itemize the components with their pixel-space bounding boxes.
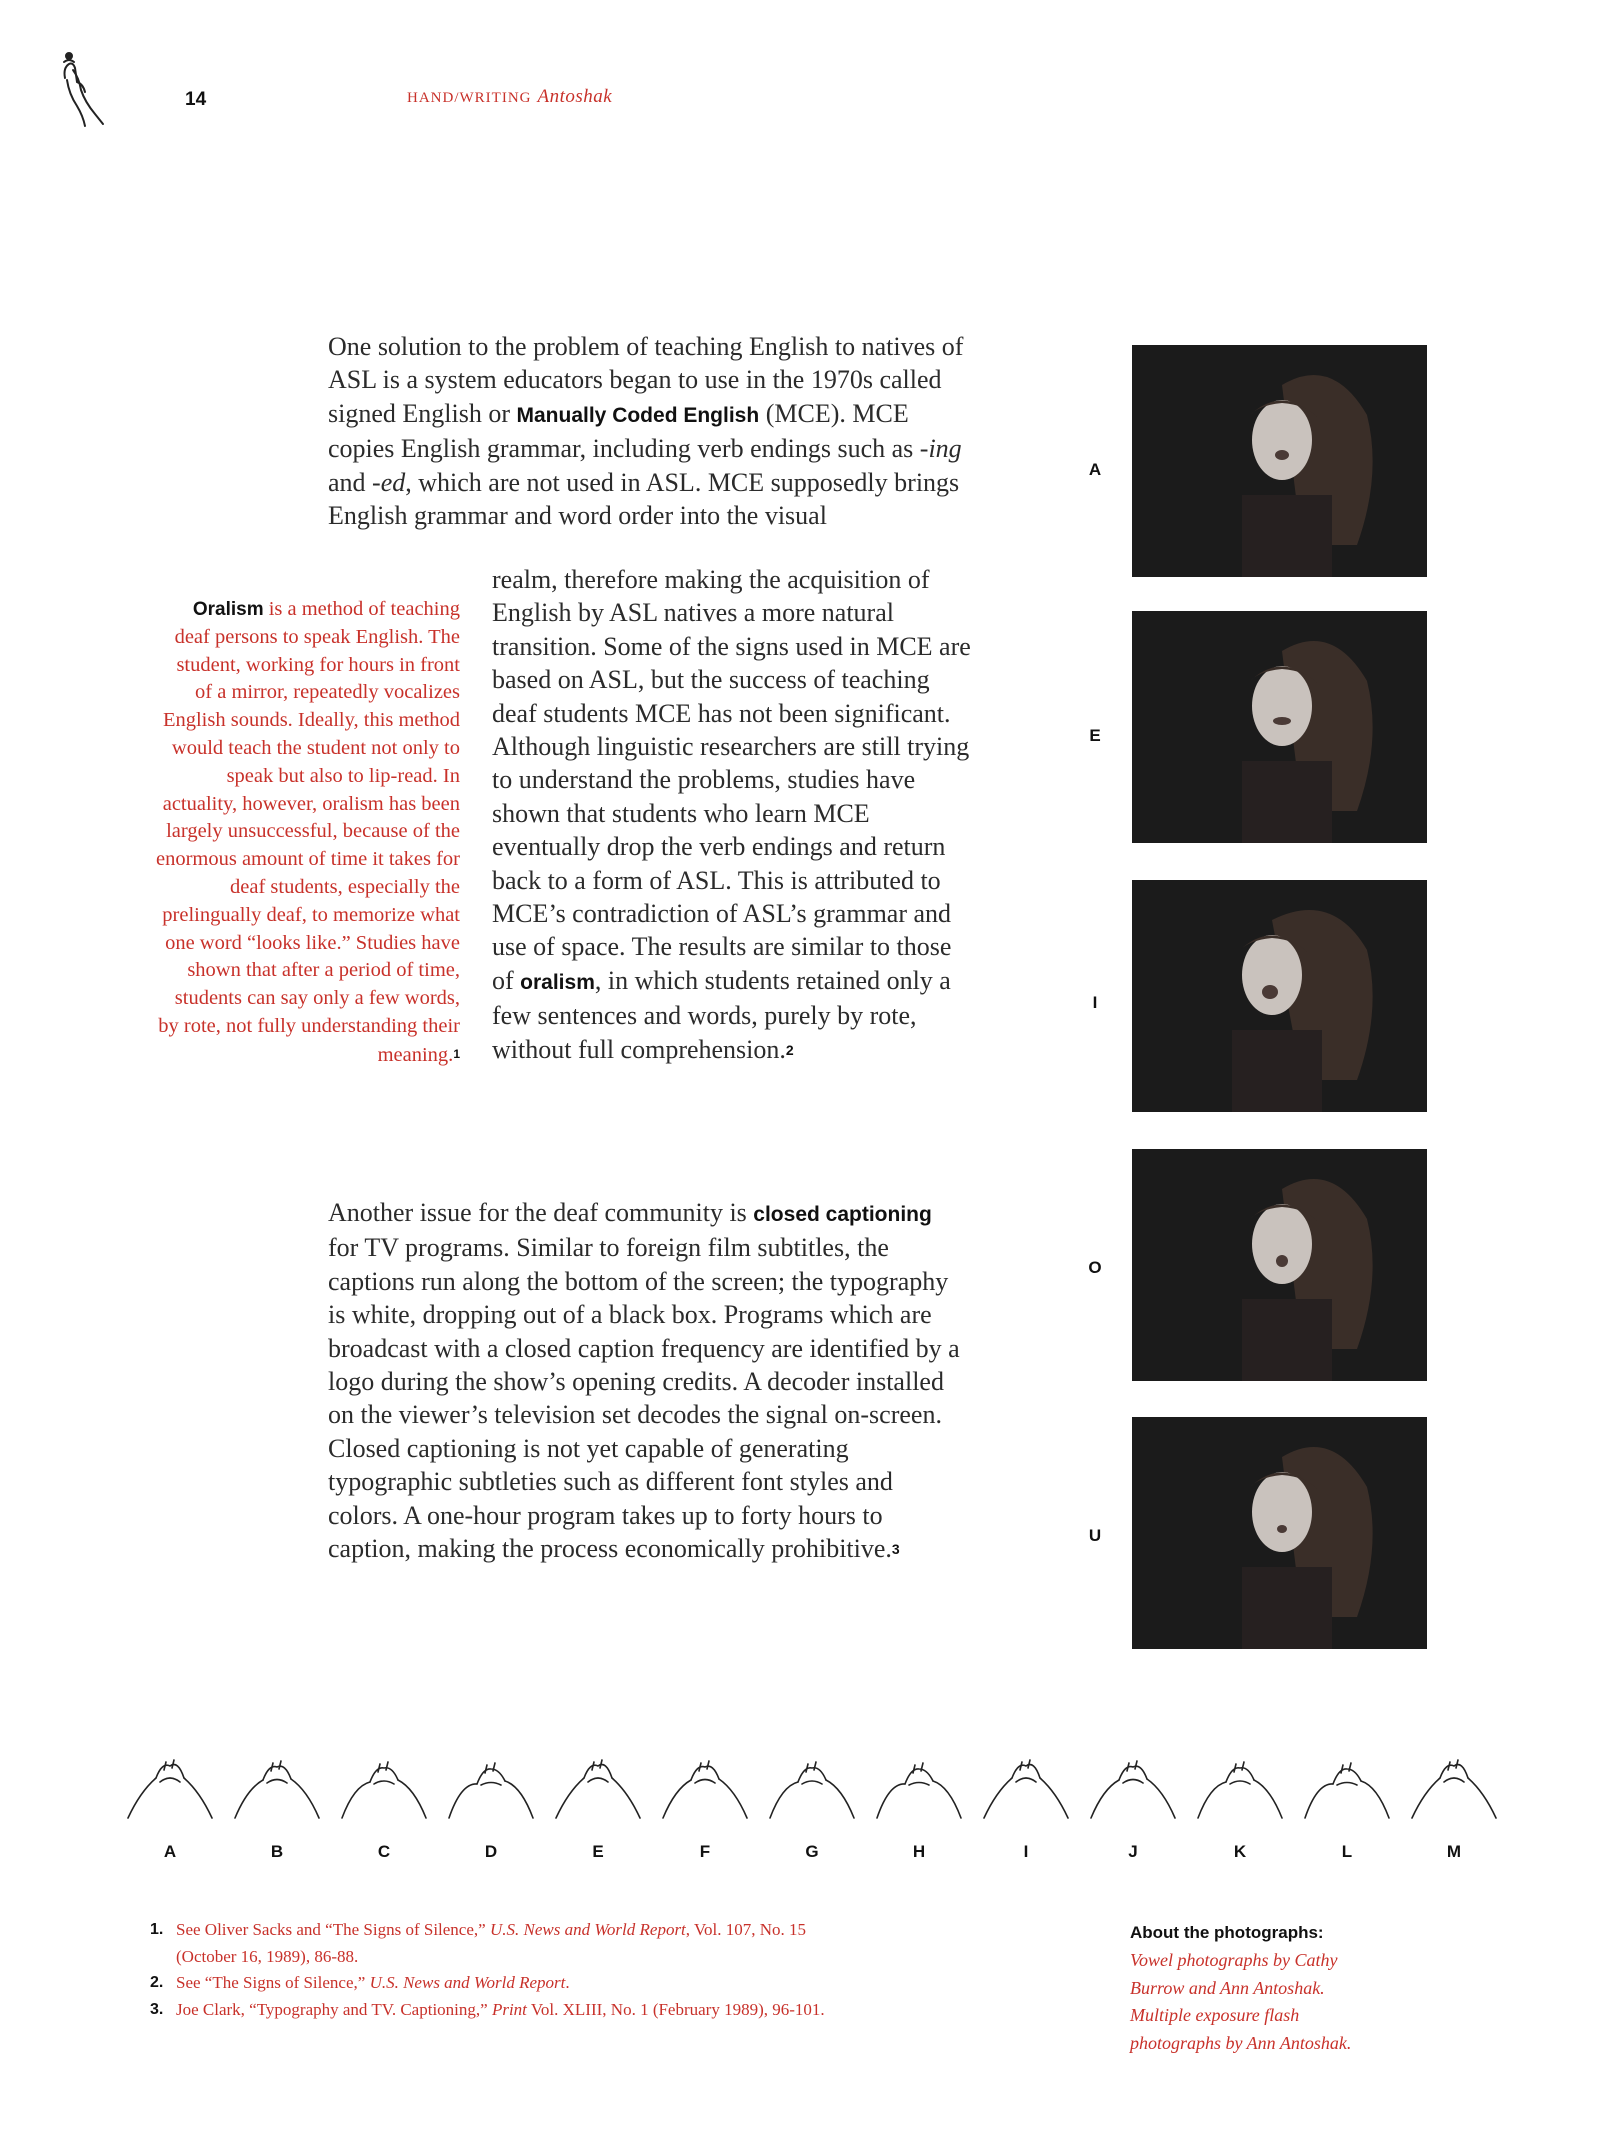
text-run: and: [328, 467, 373, 497]
section-title: HAND/WRITING: [407, 90, 532, 106]
body-paragraph-1-top: [328, 330, 968, 532]
footnote-source-title: Print: [491, 1999, 527, 2019]
footnote-text: , Vol. 107, No. 15 (October 16, 1989), 86-88.: [176, 1920, 807, 1966]
footnote-ref-3[interactable]: 3: [891, 1541, 900, 1558]
sign-e: [548, 1752, 648, 1872]
text-run: , in which students retained only a few sentences and words, purely by rote, without full comprehension.: [492, 965, 951, 1064]
body-paragraph-2: [328, 1196, 968, 1566]
vowel-photo-e: [1132, 611, 1427, 843]
vowel-photo-a: [1132, 345, 1427, 577]
footnote-text: .: [565, 1973, 570, 1993]
vowel-label-a: A: [1088, 460, 1102, 479]
keyword-closed-captioning: closed captioning: [753, 1203, 932, 1226]
sign-letter: H: [912, 1842, 926, 1861]
body-paragraph-1-continued: [492, 563, 972, 1067]
hand-sign-c-icon: [334, 1752, 434, 1824]
vowel-photo-o: [1132, 1149, 1427, 1381]
manual-alphabet-strip: [120, 1752, 1500, 1872]
footnote-number: 1.: [150, 1921, 164, 1938]
hand-sign-k-icon: [1190, 1752, 1290, 1824]
sign-l: [1297, 1752, 1397, 1872]
sign-letter: F: [699, 1842, 711, 1861]
text-run: (MCE). MCE copies English grammar, including verb endings such as: [328, 398, 920, 464]
sign-m: [1404, 1752, 1504, 1872]
sign-letter: D: [484, 1842, 498, 1861]
photo-credit-heading: About the photographs:: [1130, 1923, 1324, 1942]
sign-k: [1190, 1752, 1290, 1872]
footnote-text: See “The Signs of Silence,”: [176, 1973, 370, 1993]
footnote-ref-2[interactable]: 2: [785, 1041, 794, 1058]
sign-letter: G: [805, 1842, 819, 1861]
footnote-3: [150, 1997, 830, 2024]
vowel-label-o: O: [1088, 1258, 1102, 1277]
sign-letter: E: [592, 1842, 604, 1861]
hand-sign-e-icon: [548, 1752, 648, 1824]
footnote-number: 2.: [150, 1974, 164, 1992]
sidebar-note-oralism: [155, 596, 460, 1070]
vowel-label-e: E: [1089, 726, 1101, 745]
photo-credit-line: Multiple exposure flash: [1130, 2005, 1300, 2026]
sign-j: [1083, 1752, 1183, 1872]
text-run: realm, therefore making the acquisition of English by ASL natives a more natural transition. Some of the signs used in MCE are based on ASL, but the success of teaching deaf students MCE has not been significant. Although linguistic researchers are still trying to understand the problems, studies have shown that students who learn MCE eventually drop the verb endings and return back to a form of ASL. This is attributed to MCE’s contradiction of ASL’s grammar and use of space. The results are similar to those of: [492, 565, 971, 995]
hand-logo-icon: [55, 48, 115, 128]
vowel-photo-u: [1132, 1417, 1427, 1649]
hand-sign-b-icon: [227, 1752, 327, 1824]
keyword-oralism-sidebar: Oralism: [192, 599, 264, 620]
hand-sign-j-icon: [1083, 1752, 1183, 1824]
text-run: for TV programs. Similar to foreign film subtitles, the captions run along the bottom of the screen; the typography is white, dropping out of a black box. Programs which are broadcast with a closed caption frequency are identified by a logo during the show’s opening credits. A decoder installed on the viewer’s television set decodes the signal on-screen. Closed captioning is not yet capable of generating typographic subtleties such as different font styles and colors. A one-hour program takes up to forty hours to caption, making the process economically prohibitive.: [328, 1233, 960, 1564]
photo-credit-line: photographs by Ann Antoshak.: [1130, 2033, 1352, 2054]
photo-credit-line: Burrow and Ann Antoshak.: [1130, 1977, 1325, 1998]
sign-b: [227, 1752, 327, 1872]
hand-sign-l-icon: [1297, 1752, 1397, 1824]
sidebar-text: is a method of teaching deaf persons to speak English. The student, working for hours in front of a mirror, repeatedly vocalizes English sounds. Ideally, this method would teach the student not only to speak but also to lip-read. In actuality, however, oralism has been largely unsuccessful, because of the enormous amount of time it takes for deaf students, especially the prelingually deaf, to memorize what one word “looks like.” Studies have shown that after a period of time, students can say only a few words, by rote, not fully understanding their meaning.: [155, 598, 460, 1066]
hand-sign-g-icon: [762, 1752, 862, 1824]
keyword-oralism: oralism: [520, 970, 595, 994]
vowel-photo-i: [1132, 880, 1427, 1112]
vowel-label-i: I: [1092, 993, 1098, 1012]
footnote-number: 3.: [150, 2000, 164, 2018]
photo-credit-line: Vowel photographs by Cathy: [1130, 1949, 1338, 1970]
sign-i: [976, 1752, 1076, 1872]
hand-sign-f-icon: [655, 1752, 755, 1824]
sign-letter: C: [377, 1842, 391, 1861]
photo-credit-text: [1130, 1947, 1450, 2058]
sign-c: [334, 1752, 434, 1872]
hand-sign-h-icon: [869, 1752, 969, 1824]
footnote-text: See Oliver Sacks and “The Signs of Silence,”: [176, 1920, 490, 1939]
sign-letter: A: [163, 1842, 177, 1861]
sign-letter: J: [1128, 1842, 1138, 1861]
hand-sign-i-icon: [976, 1752, 1076, 1824]
hand-sign-d-icon: [441, 1752, 541, 1824]
sign-letter: L: [1341, 1842, 1353, 1861]
italic-ed: -ed: [372, 467, 406, 497]
running-head: [407, 86, 612, 108]
footnote-source-title: U.S. News and World Report: [489, 1920, 686, 1939]
sign-d: [441, 1752, 541, 1872]
footnote-text: Joe Clark, “Typography and TV. Captioning,”: [176, 1999, 492, 2019]
footnote-2: [150, 1970, 830, 1997]
text-run: , which are not used in ASL. MCE supposedly brings English grammar and word order into the visual: [328, 467, 960, 531]
sign-f: [655, 1752, 755, 1872]
footnote-1: [150, 1917, 830, 1970]
footnote-text: Vol. XLIII, No. 1 (February 1989), 96-101.: [526, 1999, 825, 2019]
keyword-manually-coded-english: Manually Coded English: [516, 403, 760, 427]
italic-ing: -ing: [919, 434, 962, 464]
hand-sign-m-icon: [1404, 1752, 1504, 1824]
footnote-ref-1[interactable]: 1: [453, 1046, 460, 1061]
footnote-source-title: U.S. News and World Report: [369, 1973, 566, 1993]
vowel-label-u: U: [1088, 1526, 1102, 1545]
sign-h: [869, 1752, 969, 1872]
hand-sign-a-icon: [120, 1752, 220, 1824]
text-run: Another issue for the deaf community is: [328, 1198, 754, 1227]
text-run: One solution to the problem of teaching English to natives of ASL is a system educators began to use in the 1970s called signed English or: [328, 332, 964, 428]
photo-credit: [1130, 1919, 1450, 2058]
sign-a: [120, 1752, 220, 1872]
sign-letter: B: [270, 1842, 284, 1861]
sign-letter: M: [1446, 1842, 1462, 1861]
author-name: Antoshak: [537, 86, 613, 107]
sign-letter: K: [1233, 1842, 1247, 1861]
page-number: 14: [185, 89, 207, 110]
sign-g: [762, 1752, 862, 1872]
footnotes: [150, 1917, 830, 2023]
sign-letter: I: [1023, 1842, 1029, 1861]
